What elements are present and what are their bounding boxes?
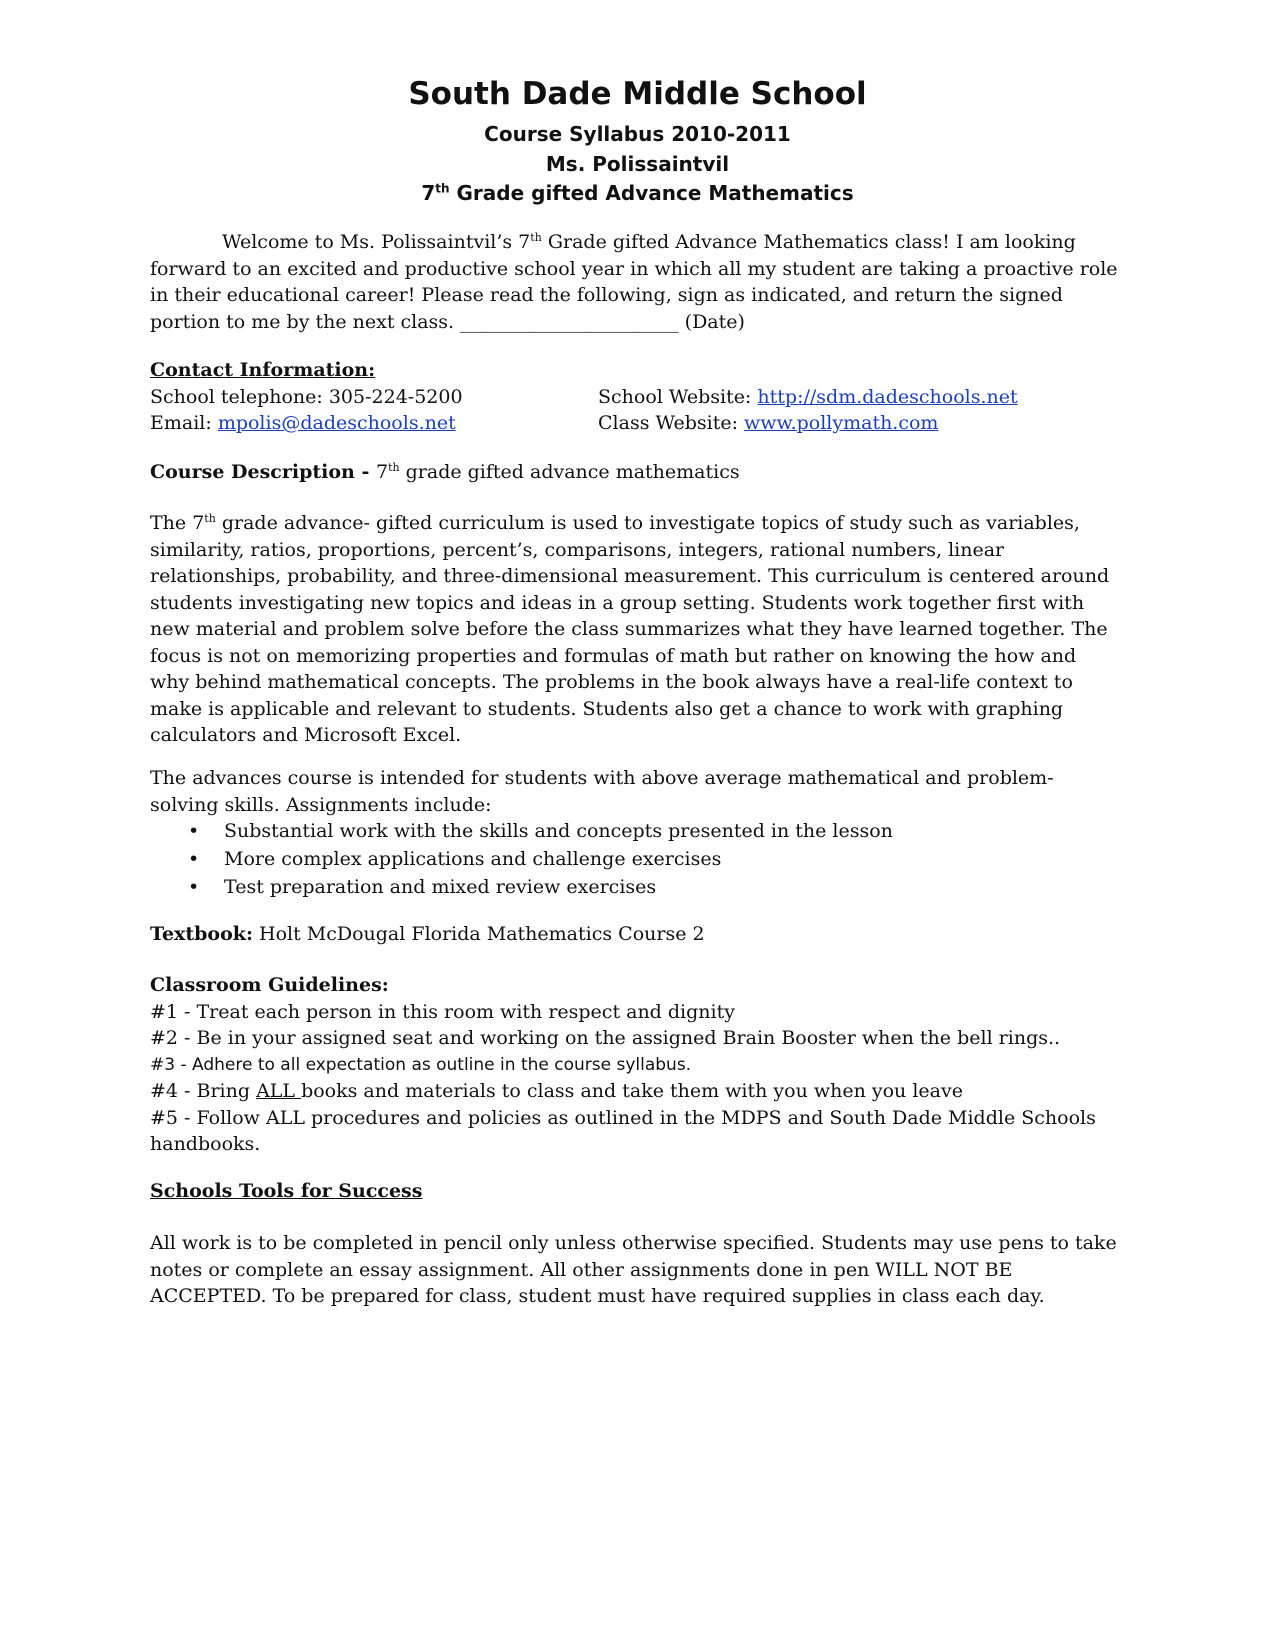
guidelines-section	[150, 972, 1130, 1158]
curriculum-line: why behind mathematical concepts. The problems in the book always have a real-life context to	[150, 671, 1073, 693]
curriculum-sup: th	[204, 512, 216, 525]
list-item-text: More complex applications and challenge exercises	[224, 848, 722, 870]
course-description-text: grade gifted advance mathematics	[399, 461, 740, 483]
contact-section	[150, 357, 1130, 437]
school-title: South Dade Middle School	[408, 76, 867, 112]
guideline-3: #3 - Adhere to all expectation as outline in the course syllabus.	[150, 1054, 692, 1075]
welcome-sup: th	[530, 231, 542, 244]
course-grade-number: 7	[375, 461, 389, 483]
curriculum-line: make is applicable and relevant to students. Students also get a chance to work with graphing	[150, 697, 1064, 720]
guideline-4	[150, 1078, 1130, 1105]
bullet-icon: •	[188, 820, 200, 842]
tools-heading: Schools Tools for Success	[150, 1180, 423, 1202]
course-title-rest: Grade gifted Advance Mathematics	[449, 181, 854, 205]
course-title	[0, 181, 1275, 205]
list-item	[150, 818, 1130, 846]
email-label: Email:	[150, 412, 218, 434]
tools-paragraph	[150, 1230, 1130, 1310]
welcome-line-2: forward to an excited and productive school year in which all my student are taking a proactive role	[150, 257, 1118, 280]
teacher-name: Ms. Polissaintvil	[545, 152, 730, 176]
tools-line-1: All work is to be completed in pencil only unless otherwise specified. Students may use pens to take	[150, 1232, 1117, 1254]
course-grade-suffix: th	[388, 461, 400, 474]
textbook-value: Holt McDougal Florida Mathematics Course 2	[252, 923, 705, 945]
contact-heading: Contact Information:	[150, 359, 376, 381]
tools-section	[150, 1178, 1130, 1205]
guideline-4-underlined: ALL	[256, 1080, 302, 1102]
grade-number: 7	[421, 181, 436, 205]
curriculum-line: focus is not on memorizing properties and formulas of math but rather on knowing the how and	[150, 644, 1077, 667]
curriculum-text-b: grade advance- gifted curriculum is used to investigate topics of study such as variables,	[215, 512, 1080, 534]
guideline-5-line-1: #5 - Follow ALL procedures and policies as outlined in the MDPS and South Dade Middle Schools	[150, 1106, 1096, 1129]
class-website-link[interactable]: www.pollymath.com	[744, 412, 939, 434]
curriculum-line-1	[150, 510, 1130, 537]
email	[150, 412, 456, 434]
tools-line-3: ACCEPTED. To be prepared for class, student must have required supplies in class each day.	[150, 1285, 1045, 1307]
curriculum-line: students investigating new topics and ideas in a group setting. Students work together first with	[150, 591, 1085, 614]
bullet-icon: •	[188, 848, 200, 870]
contact-row-1	[150, 384, 1130, 411]
curriculum-text-a: The 7	[150, 512, 205, 534]
grade-suffix: th	[435, 181, 450, 196]
school-website	[598, 384, 1018, 411]
school-website-label: School Website:	[598, 385, 758, 408]
course-description-line	[150, 459, 1130, 486]
textbook-label: Textbook:	[150, 923, 253, 945]
guidelines-heading: Classroom Guidelines:	[150, 974, 389, 996]
welcome-line-4: portion to me by the next class. _______________________ (Date)	[150, 310, 745, 333]
guideline-2: #2 - Be in your assigned seat and working on the assigned Brain Booster when the bell rings..	[150, 1027, 1061, 1049]
curriculum-line: calculators and Microsoft Excel.	[150, 724, 462, 746]
guideline-4-text-b: books and materials to class and take them with you when you leave	[301, 1080, 963, 1102]
welcome-paragraph	[150, 229, 1130, 335]
list-item	[150, 846, 1130, 874]
curriculum-paragraph	[150, 510, 1130, 749]
welcome-line-3: in their educational career! Please read the following, sign as indicated, and return the signed	[150, 284, 1063, 306]
guideline-1: #1 - Treat each person in this room with respect and dignity	[150, 1000, 735, 1023]
school-website-link[interactable]: http://sdm.dadeschools.net	[757, 385, 1018, 408]
syllabus-title: Course Syllabus 2010-2011	[484, 122, 791, 146]
textbook-section	[150, 921, 1130, 948]
advanced-line-1: The advances course is intended for students with above average mathematical and problem-	[150, 767, 1054, 789]
list-item	[150, 874, 1130, 902]
bullet-icon: •	[188, 876, 200, 898]
class-website-label: Class Website:	[598, 412, 745, 434]
advanced-line-2: solving skills. Assignments include:	[150, 793, 492, 816]
course-description	[150, 459, 1130, 486]
school-phone: School telephone: 305-224-5200	[150, 385, 463, 408]
welcome-line-1	[150, 229, 1130, 256]
email-link[interactable]: mpolis@dadeschools.net	[217, 412, 456, 434]
class-website	[598, 410, 938, 437]
contact-row-2	[150, 410, 1130, 437]
curriculum-line: new material and problem solve before the class summarizes what they have learned together. The	[150, 618, 1108, 640]
list-item-text: Substantial work with the skills and concepts presented in the lesson	[224, 820, 893, 842]
list-item-text: Test preparation and mixed review exercises	[224, 876, 657, 898]
course-description-label: Course Description -	[150, 461, 376, 483]
curriculum-line: relationships, probability, and three-dimensional measurement. This curriculum is centered around	[150, 565, 1110, 587]
welcome-text-a: Welcome to Ms. Polissaintvil’s 7	[222, 231, 531, 253]
textbook-line	[150, 921, 1130, 948]
advanced-course-paragraph	[150, 765, 1130, 902]
tools-line-2: notes or complete an essay assignment. All other assignments done in pen WILL NOT BE	[150, 1258, 1013, 1281]
guideline-4-text-a: #4 - Bring	[150, 1080, 257, 1102]
welcome-text-b: Grade gifted Advance Mathematics class! I am looking	[541, 231, 1076, 253]
curriculum-line: similarity, ratios, proportions, percent’s, comparisons, integers, rational numbers, linear	[150, 538, 1005, 561]
guideline-5-line-2: handbooks.	[150, 1133, 261, 1155]
